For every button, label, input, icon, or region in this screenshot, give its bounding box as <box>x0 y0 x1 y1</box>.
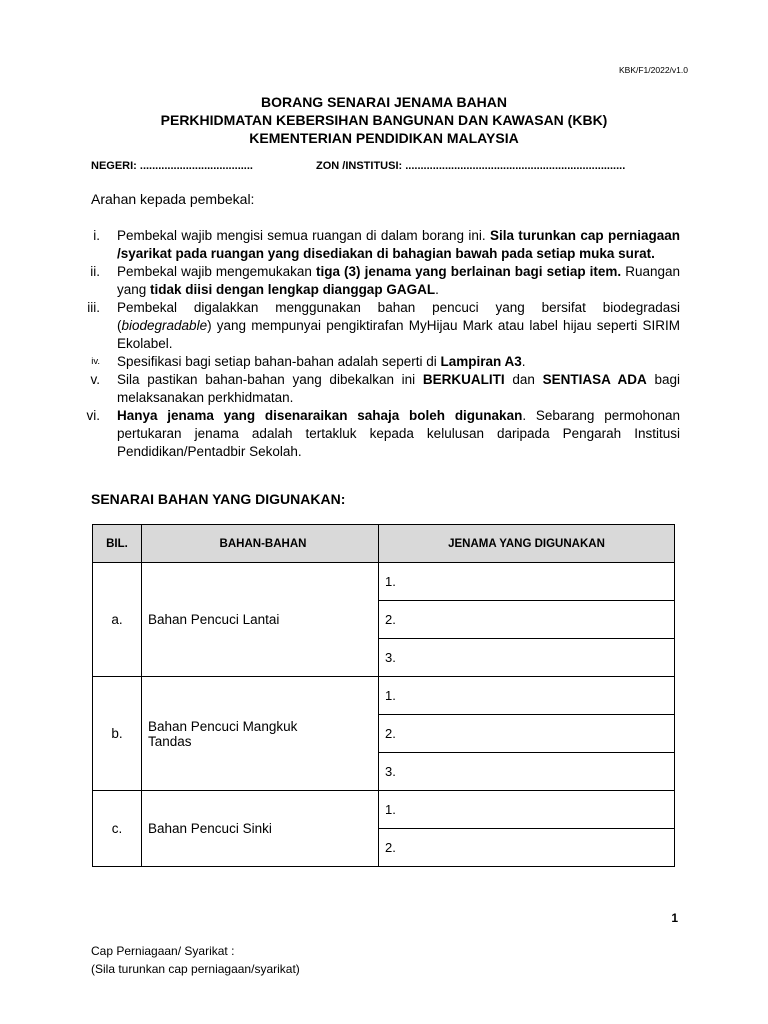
instruction-number: iii. <box>87 300 100 315</box>
header-bil: BIL. <box>93 525 142 563</box>
instruction-number: vi. <box>86 408 100 423</box>
instructions-heading: Arahan kepada pembekal: <box>91 191 255 207</box>
stamp-label: Cap Perniagaan/ Syarikat : <box>91 944 235 958</box>
brand-entry-cell[interactable]: 2. <box>379 715 675 753</box>
document-code: KBK/F1/2022/v1.0 <box>619 65 688 75</box>
instruction-number: ii. <box>90 264 100 279</box>
instruction-text: Pembekal wajib mengisi semua ruangan di dalam borang ini. <box>117 228 490 243</box>
materials-table <box>92 524 675 867</box>
instruction-item <box>80 299 680 353</box>
instruction-text: SENTIASA ADA <box>542 372 647 387</box>
instruction-text: Pembekal wajib mengemukakan <box>117 264 316 279</box>
instruction-text: dan <box>504 372 543 387</box>
instruction-text: Spesifikasi bagi setiap bahan-bahan adalah seperti di <box>117 354 441 369</box>
bil-cell: a. <box>93 563 142 677</box>
stamp-note: (Sila turunkan cap perniagaan/syarikat) <box>91 962 300 976</box>
instruction-item <box>80 263 680 299</box>
brand-entry-cell[interactable]: 2. <box>379 601 675 639</box>
bahan-cell <box>142 563 379 677</box>
bahan-label: Bahan Pencuci Lantai <box>148 612 280 627</box>
instruction-item <box>80 353 680 371</box>
table-row <box>93 677 675 715</box>
instruction-text: bagi melaksanakan perkhidmatan. <box>117 372 680 405</box>
brand-entry-cell[interactable]: 1. <box>379 677 675 715</box>
zon-institusi-field: ZON /INSTITUSI: ........................................................................ <box>316 160 626 172</box>
negeri-field: NEGERI: ..................................... <box>91 160 253 172</box>
instruction-text: . <box>521 354 526 369</box>
table-header-row <box>93 525 675 563</box>
instruction-item <box>80 371 680 407</box>
bil-cell: b. <box>93 677 142 791</box>
instruction-text: tidak diisi dengan lengkap dianggap GAGAL <box>150 282 436 297</box>
instruction-text: . Sebarang permohonan pertukaran jenama adalah tertakluk kepada kelulusan daripada Pengarah Institusi Pendidikan/Pentadbir Sekolah. <box>117 408 680 459</box>
instruction-number: v. <box>90 372 100 387</box>
instruction-item <box>80 407 680 461</box>
table-row <box>93 791 675 829</box>
instruction-text: Pembekal digalakkan menggunakan bahan pencuci yang bersifat biodegradasi ( <box>117 300 680 333</box>
instruction-text: ) yang mempunyai pengiktirafan MyHijau Mark atau label hijau seperti SIRIM Ekolabel. <box>117 318 680 351</box>
instruction-text: . <box>435 282 439 297</box>
instructions-list <box>80 227 680 461</box>
instruction-text: Sila pastikan bahan-bahan yang dibekalkan ini <box>117 372 423 387</box>
instruction-number: iv. <box>91 356 100 367</box>
brand-entry-cell[interactable]: 3. <box>379 639 675 677</box>
instruction-text: biodegradable <box>121 318 208 333</box>
bahan-label: Bahan Pencuci Sinki <box>148 821 272 836</box>
header-jenama: JENAMA YANG DIGUNAKAN <box>379 525 675 563</box>
brand-entry-cell[interactable]: 3. <box>379 753 675 791</box>
service-title: PERKHIDMATAN KEBERSIHAN BANGUNAN DAN KAWASAN (KBK) <box>160 112 608 128</box>
instruction-number: i. <box>93 228 100 243</box>
table-body <box>93 563 675 867</box>
section-title: SENARAI BAHAN YANG DIGUNAKAN: <box>91 491 346 507</box>
instruction-text: Sila turunkan cap perniagaan /syarikat pada ruangan yang disediakan di bahagian bawah pada setiap muka surat. <box>117 228 680 261</box>
instruction-item <box>80 227 680 263</box>
bahan-cell <box>142 791 379 867</box>
brand-entry-cell[interactable]: 2. <box>379 829 675 867</box>
page-number: 1 <box>671 911 678 925</box>
header-bahan: BAHAN-BAHAN <box>142 525 379 563</box>
bahan-label: Bahan Pencuci Mangkuk Tandas <box>148 718 298 749</box>
instruction-text: tiga (3) jenama yang berlainan bagi setiap item. <box>316 264 622 279</box>
instruction-text: BERKUALITI <box>422 372 505 387</box>
instruction-text: Lampiran A3 <box>440 354 522 369</box>
brand-entry-cell[interactable]: 1. <box>379 563 675 601</box>
instruction-text: Ruangan yang <box>117 264 680 297</box>
bahan-cell <box>142 677 379 791</box>
form-title: BORANG SENARAI JENAMA BAHAN <box>260 94 508 110</box>
instruction-text: Hanya jenama yang disenaraikan sahaja boleh digunakan <box>117 408 523 423</box>
brand-entry-cell[interactable]: 1. <box>379 791 675 829</box>
bil-cell: c. <box>93 791 142 867</box>
ministry-title: KEMENTERIAN PENDIDIKAN MALAYSIA <box>249 130 519 146</box>
table-row <box>93 563 675 601</box>
